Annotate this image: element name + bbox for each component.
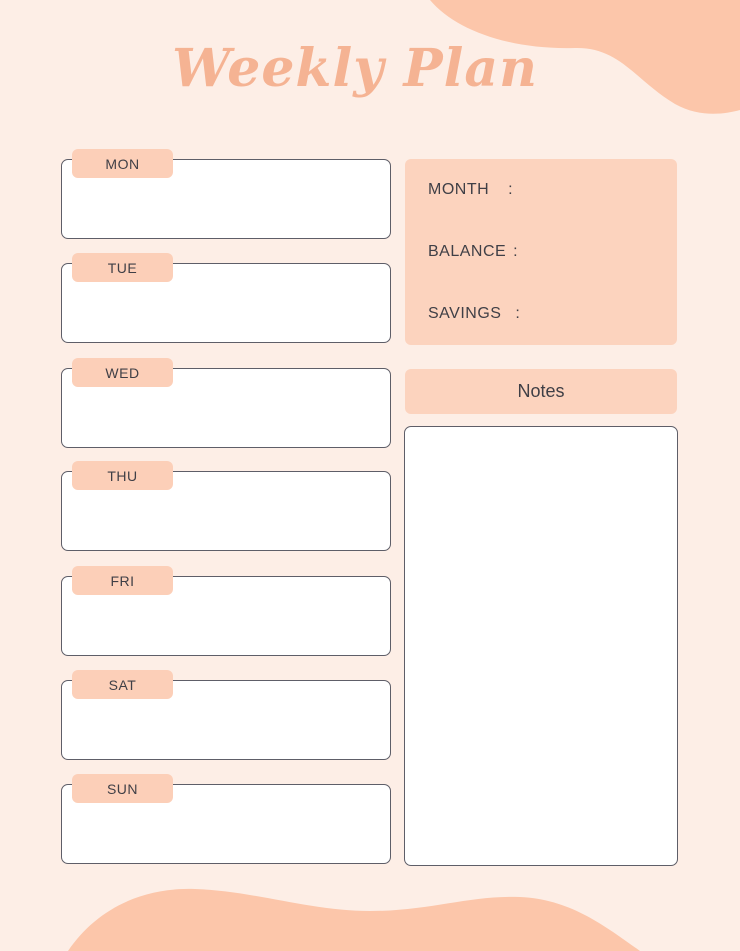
day-block-wed	[61, 358, 393, 440]
savings-separator: :	[515, 305, 521, 322]
day-label: TUE	[72, 253, 173, 282]
notes-box[interactable]	[404, 426, 678, 866]
day-block-sun	[61, 774, 393, 856]
day-label: THU	[72, 461, 173, 490]
balance-row	[428, 243, 518, 261]
month-row	[428, 181, 513, 199]
notes-header: Notes	[405, 369, 677, 414]
month-label: MONTH	[428, 181, 490, 198]
day-block-thu	[61, 461, 393, 543]
balance-label: BALANCE	[428, 243, 507, 260]
budget-panel	[405, 159, 677, 345]
savings-label: SAVINGS	[428, 305, 502, 322]
page-title: Weekly Plan	[172, 38, 538, 99]
day-label: FRI	[72, 566, 173, 595]
month-separator: :	[508, 181, 514, 198]
balance-separator: :	[513, 243, 519, 260]
day-block-tue	[61, 253, 393, 335]
day-label: WED	[72, 358, 173, 387]
day-block-fri	[61, 566, 393, 648]
day-block-mon	[61, 149, 393, 231]
savings-row	[428, 305, 520, 323]
day-label: SUN	[72, 774, 173, 803]
day-label: MON	[72, 149, 173, 178]
decorative-blob-bottom	[0, 881, 740, 951]
day-label: SAT	[72, 670, 173, 699]
day-block-sat	[61, 670, 393, 752]
